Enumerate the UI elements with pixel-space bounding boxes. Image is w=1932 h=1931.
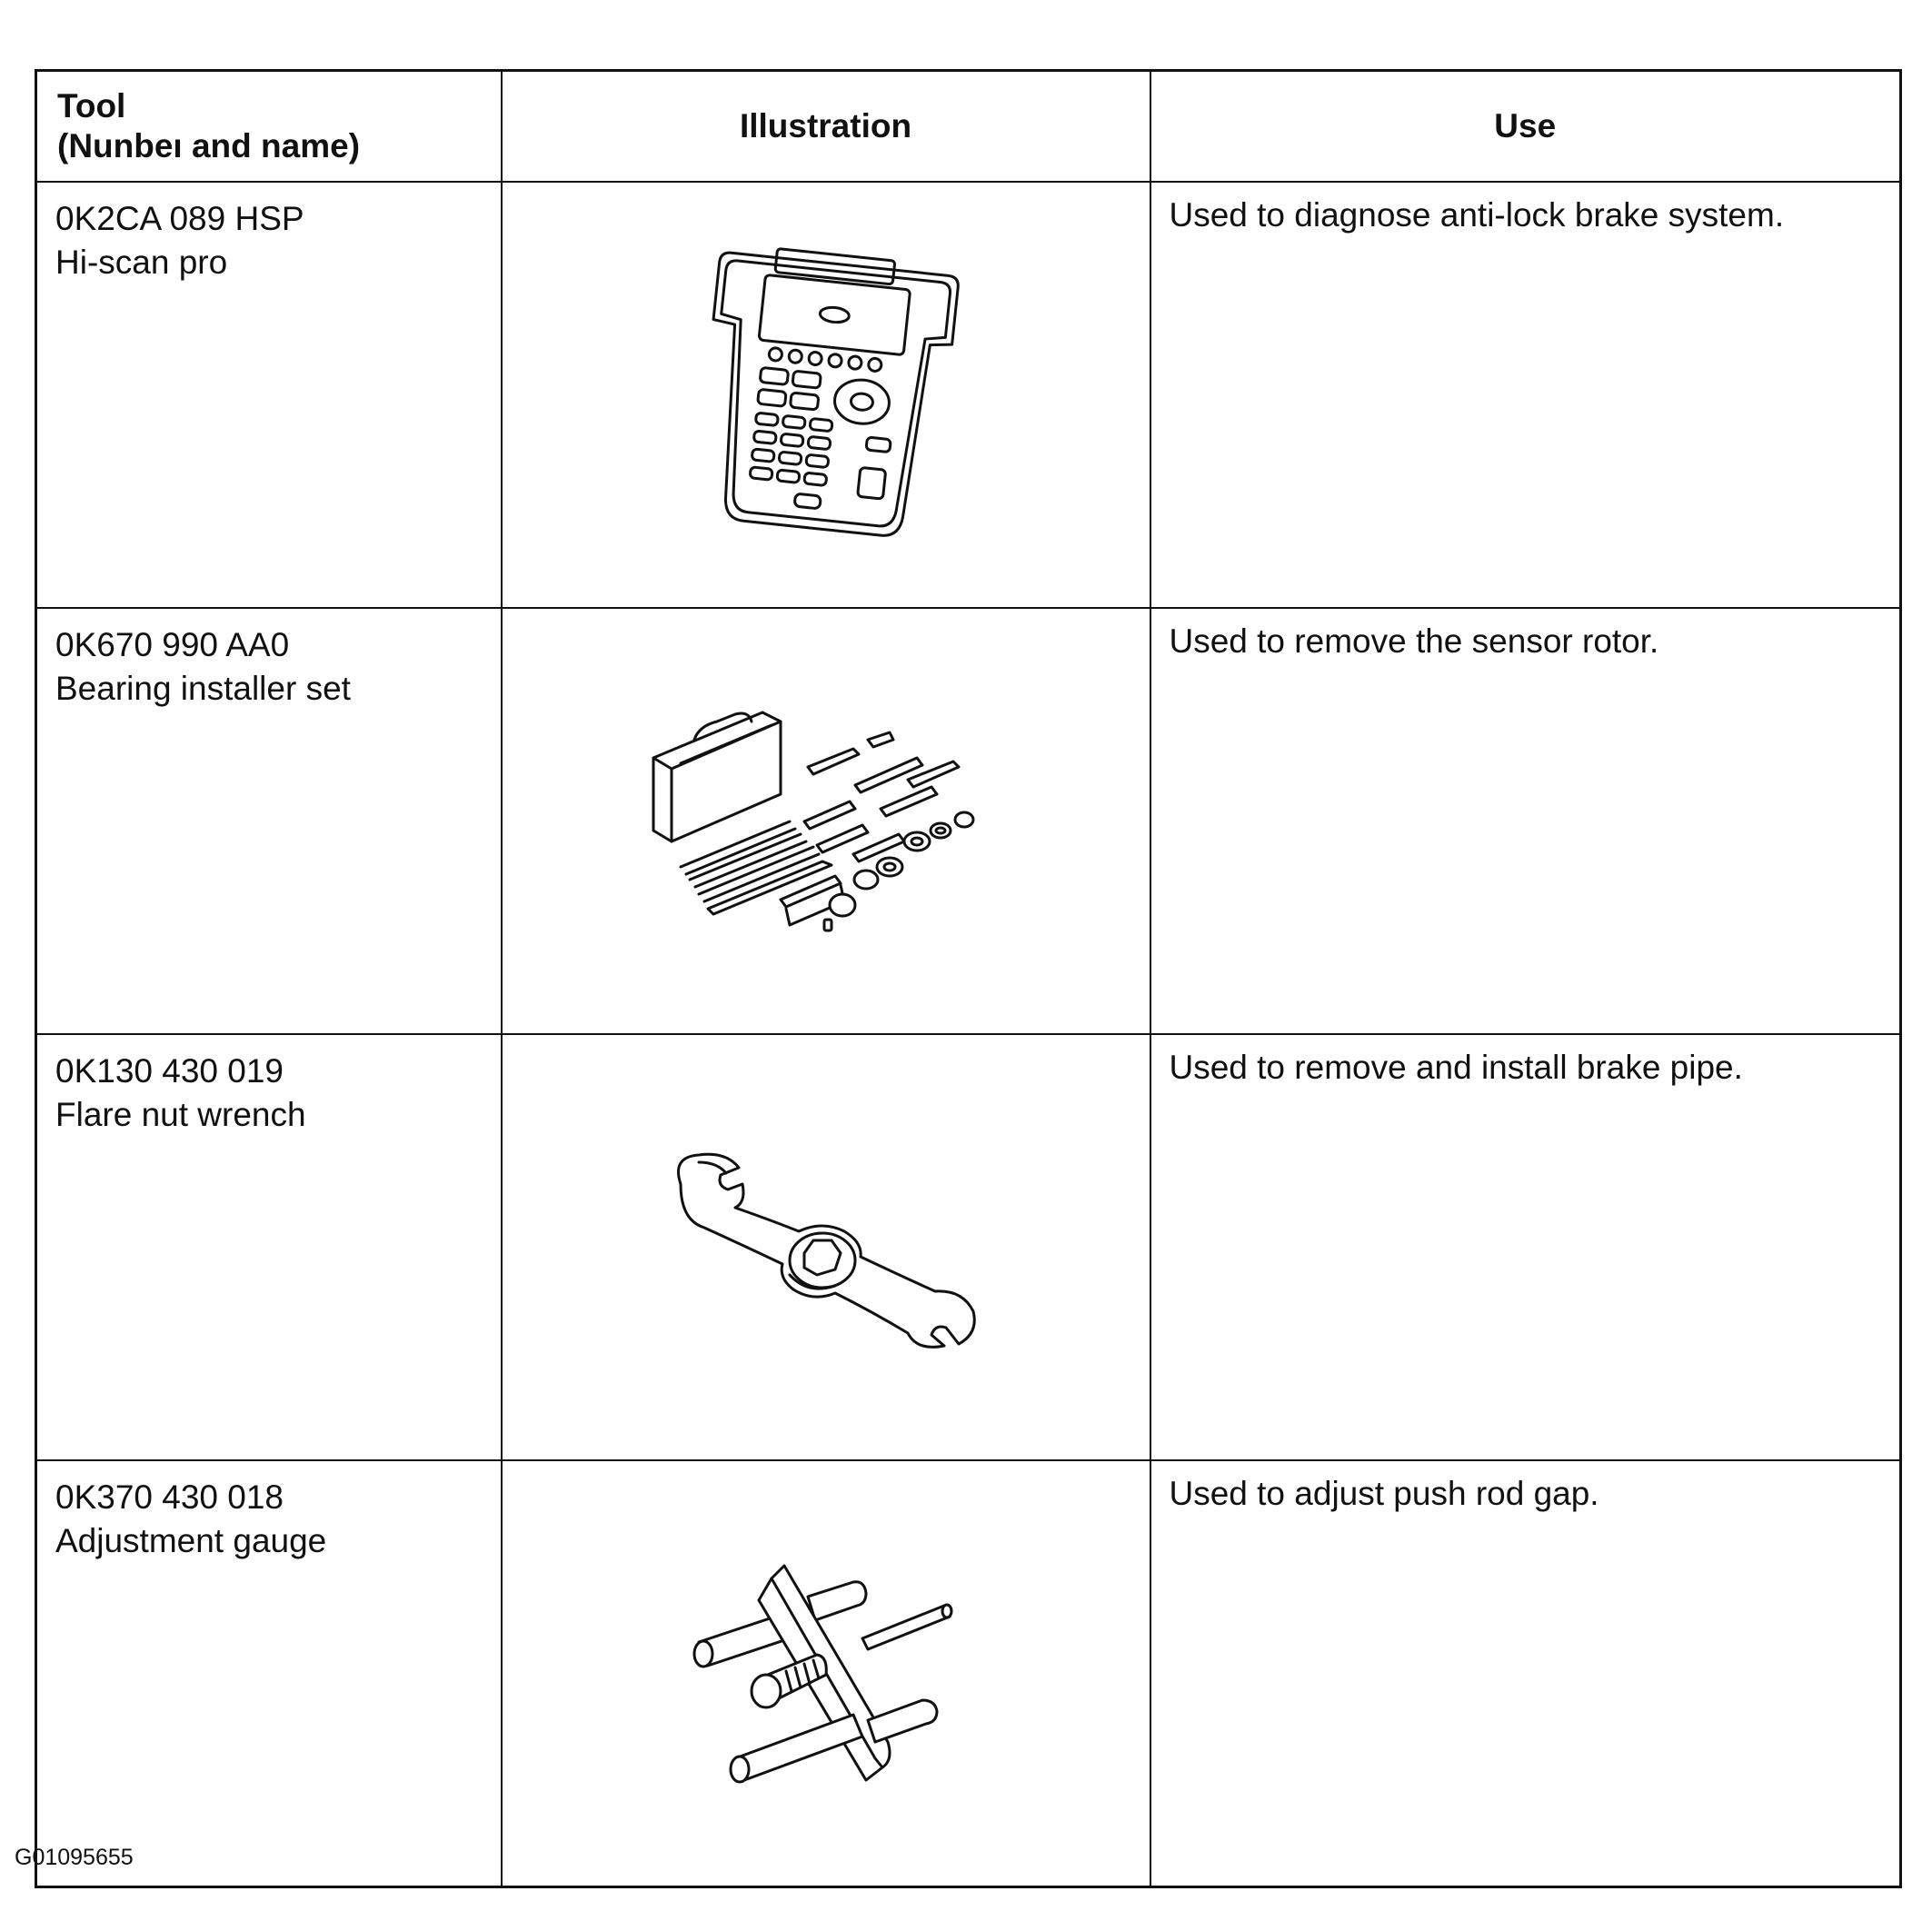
- table-header-row: [36, 71, 1901, 183]
- bearing-installer-set-icon: [644, 685, 1008, 958]
- tool-name: Hi-scan pro: [55, 244, 228, 281]
- table-row: [36, 608, 1901, 1034]
- table-row: [36, 1460, 1901, 1887]
- use-cell: Used to remove the sensor rotor.: [1150, 608, 1901, 1034]
- use-cell: Used to adjust push rod gap.: [1150, 1460, 1901, 1887]
- tool-cell: [36, 608, 502, 1034]
- adjustment-gauge-icon: [672, 1542, 981, 1806]
- header-tool-line1: Tool: [57, 87, 126, 124]
- hi-scan-pro-icon: [681, 245, 971, 545]
- tool-name: Flare nut wrench: [55, 1096, 306, 1133]
- header-tool: [36, 71, 502, 183]
- flare-nut-wrench-icon: [644, 1130, 1008, 1366]
- tool-cell: [36, 1460, 502, 1887]
- header-tool-line2: (Nunbeı and name): [57, 127, 361, 164]
- header-illustration: Illustration: [502, 71, 1150, 183]
- special-tools-table: [35, 69, 1902, 1888]
- tool-cell: [36, 182, 502, 608]
- figure-id: G01095655: [15, 1845, 134, 1870]
- tool-name: Adjustment gauge: [55, 1522, 327, 1559]
- tool-number: 0K670 990 AA0: [55, 626, 290, 663]
- tool-number: 0K370 430 018: [55, 1478, 284, 1516]
- illustration-cell: [502, 182, 1150, 608]
- table-row: [36, 1034, 1901, 1460]
- table-row: [36, 182, 1901, 608]
- tool-number: 0K130 430 019: [55, 1052, 284, 1090]
- use-cell: Used to diagnose anti-lock brake system.: [1150, 182, 1901, 608]
- illustration-cell: [502, 608, 1150, 1034]
- tool-name: Bearing installer set: [55, 670, 351, 707]
- illustration-cell: [502, 1460, 1150, 1887]
- use-cell: Used to remove and install brake pipe.: [1150, 1034, 1901, 1460]
- illustration-cell: [502, 1034, 1150, 1460]
- tool-number: 0K2CA 089 HSP: [55, 200, 304, 237]
- header-use: Use: [1150, 71, 1901, 183]
- tool-cell: [36, 1034, 502, 1460]
